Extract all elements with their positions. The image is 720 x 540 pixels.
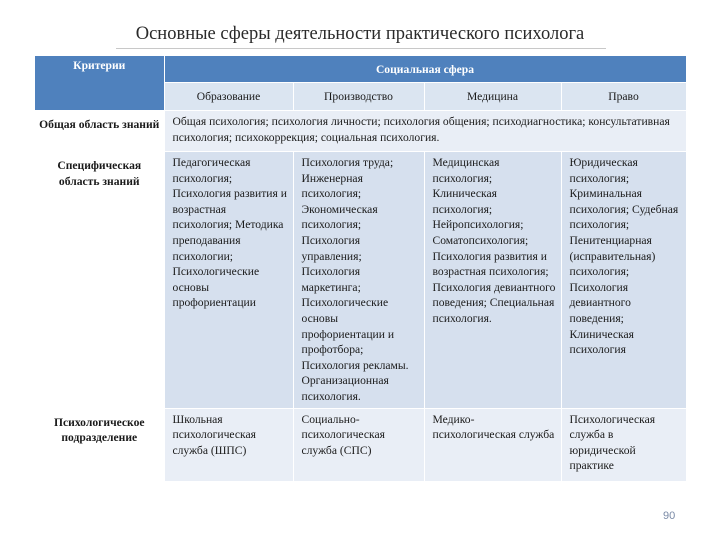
- row-label-text: Психологическое подразделение: [53, 415, 145, 445]
- division-education-cell: Школьная психологическая служба (ШПС): [164, 408, 293, 481]
- column-header-production: Производство: [293, 83, 424, 111]
- row-label-text: Общая область знаний: [39, 118, 160, 131]
- header-criteria-label: Критерии: [73, 59, 126, 72]
- specific-law-cell: Юридическая психология; Криминальная психология; Судебная психология; Пенитенциарная (исправительная) психология; Психология девиантного поведения; Клиническая психология: [561, 152, 686, 409]
- table-row: [35, 408, 686, 481]
- spheres-table: [35, 56, 687, 482]
- table-row: [35, 111, 686, 152]
- column-header-education: Образование: [164, 83, 293, 111]
- title-underline: [116, 48, 606, 49]
- table-row: [35, 152, 686, 409]
- row-label-specific-knowledge: [35, 152, 164, 409]
- general-knowledge-text: Общая психология; психология личности; психология общения; психодиагностика; консультативная психология; психокоррекция; социальная психология.: [164, 111, 686, 152]
- specific-production-cell: Психология труда; Инженерная психология; Экономическая психология; Психология управления; Психология маркетинга; Психологические основы профориентации и профотбора; Психология рекламы. Организационная психология.: [293, 152, 424, 409]
- slide-title: Основные сферы деятельности практического психолога: [135, 24, 585, 44]
- division-production-cell: Социально-психологическая служба (СПС): [293, 408, 424, 481]
- row-label-text: Специфическая область знаний: [57, 159, 142, 188]
- header-criteria: [35, 56, 164, 111]
- header-social-sphere-label: Социальная сфера: [375, 63, 475, 77]
- division-law-cell: Психологическая служба в юридической практике: [561, 408, 686, 481]
- header-social-sphere: [164, 56, 686, 83]
- row-label-psych-division: [35, 408, 164, 481]
- column-header-medicine: Медицина: [424, 83, 561, 111]
- page-number: 90: [663, 510, 676, 522]
- specific-medicine-cell: Медицинская психология; Клиническая психология; Нейропсихология; Соматопсихология; Психология развития и возрастная психология; Психология девиантного поведения; Специальная психология.: [424, 152, 561, 409]
- specific-education-cell: Педагогическая психология; Психология развития и возрастная психология; Методика преподавания психологии; Психологические основы профориентации: [164, 152, 293, 409]
- division-medicine-cell: Медико-психологическая служба: [424, 408, 561, 481]
- row-label-general-knowledge: [35, 111, 164, 152]
- column-header-law: Право: [561, 83, 686, 111]
